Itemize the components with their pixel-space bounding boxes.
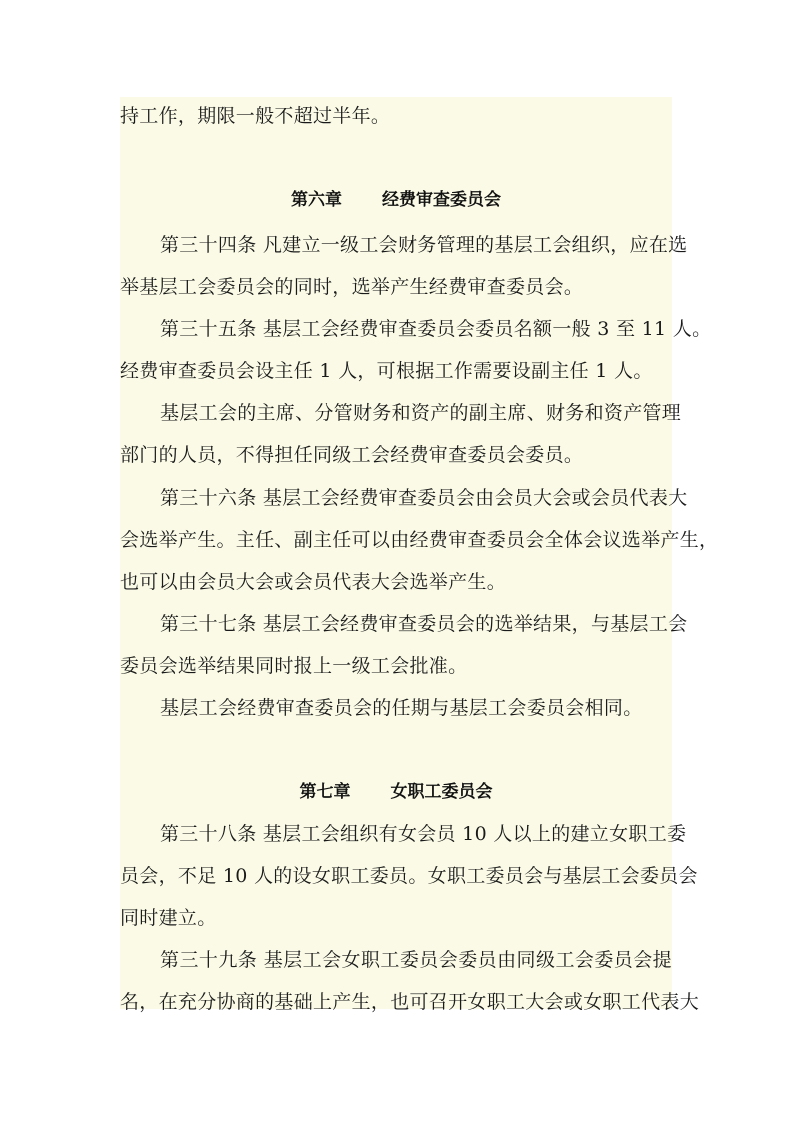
chapter-6-heading: [120, 186, 672, 214]
article-35-line-2: 经费审查委员会设主任 1 人，可根据工作需要设副主任 1 人。: [120, 360, 653, 382]
continuation-line: 持工作，期限一般不超过半年。: [120, 105, 391, 127]
article-36-line-1: 第三十六条 基层工会经费审查委员会由会员大会或会员代表大: [160, 487, 688, 509]
chapter-7-number: 第七章: [299, 782, 351, 802]
article-35b-line-1: 基层工会的主席、分管财务和资产的副主席、财务和资产管理: [160, 402, 682, 424]
chapter-7-title: 女职工委员会: [390, 782, 493, 802]
article-37-line-2: 委员会选举结果同时报上一级工会批准。: [120, 655, 468, 677]
article-38-line-2: 员会，不足 10 人的设女职工委员。女职工委员会与基层工会委员会: [120, 865, 698, 887]
article-35b-line-2: 部门的人员，不得担任同级工会经费审查委员会委员。: [120, 444, 584, 466]
article-38-line-1: 第三十八条 基层工会组织有女会员 10 人以上的建立女职工委: [160, 823, 687, 845]
chapter-7-heading: [120, 778, 672, 806]
article-35-line-1: 第三十五条 基层工会经费审查委员会委员名额一般 3 至 11 人。: [160, 318, 712, 340]
article-37b-line-1: 基层工会经费审查委员会的任期与基层工会委员会相同。: [160, 697, 643, 719]
article-38-line-3: 同时建立。: [120, 907, 217, 929]
article-34-line-2: 举基层工会委员会的同时，选举产生经费审查委员会。: [120, 276, 584, 298]
article-39-line-2: 名，在充分协商的基础上产生，也可召开女职工大会或女职工代表大: [120, 991, 700, 1013]
article-39-line-1: 第三十九条 基层工会女职工委员会委员由同级工会委员会提: [160, 949, 672, 971]
chapter-6-title: 经费审查委员会: [382, 190, 501, 210]
article-36-line-3: 也可以由会员大会或会员代表大会选举产生。: [120, 571, 507, 593]
article-36-line-2: 会选举产生。主任、副主任可以由经费审查委员会全体会议选举产生，: [120, 529, 719, 551]
chapter-6-number: 第六章: [291, 190, 342, 210]
article-37-line-1: 第三十七条 基层工会经费审查委员会的选举结果，与基层工会: [160, 613, 688, 635]
article-34-line-1: 第三十四条 凡建立一级工会财务管理的基层工会组织，应在选: [160, 234, 688, 256]
